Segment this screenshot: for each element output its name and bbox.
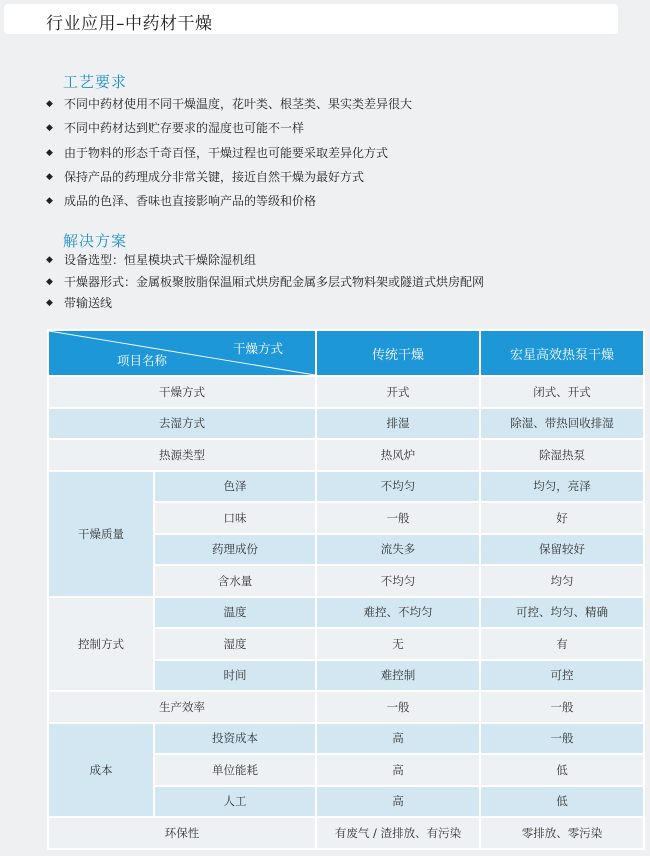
row-label: 热源类型 xyxy=(48,439,316,471)
cell-traditional: 难控制 xyxy=(316,660,480,692)
diamond-bullet-icon: ◆ xyxy=(46,147,53,158)
table-row xyxy=(48,817,644,849)
table-row xyxy=(48,408,644,440)
cell-heatpump: 除湿热泵 xyxy=(480,439,644,471)
list-item: ◆ 成品的色泽、香味也直接影响产品的等级和价格 xyxy=(46,194,317,209)
row-label: 干燥方式 xyxy=(48,376,316,408)
cell-heatpump: 可控、均匀、精确 xyxy=(480,597,644,629)
col-header-traditional: 传统干燥 xyxy=(316,330,480,376)
table-row xyxy=(48,439,644,471)
title-bar xyxy=(4,4,618,34)
cell-heatpump: 好 xyxy=(480,502,644,534)
diamond-bullet-icon: ◆ xyxy=(46,196,53,207)
cell-heatpump: 零排放、零污染 xyxy=(480,817,644,849)
diamond-bullet-icon: ◆ xyxy=(46,298,53,308)
solution-list xyxy=(44,251,484,316)
row-label: 人工 xyxy=(154,786,316,818)
row-label: 投资成本 xyxy=(154,723,316,755)
list-item: ◆ 干燥器形式：金属板聚胺脂保温厢式烘房配金属多层式物料架或隧道式烘房配网 xyxy=(46,274,485,289)
cell-traditional: 开式 xyxy=(316,376,480,408)
diamond-bullet-icon: ◆ xyxy=(46,123,53,134)
row-label: 药理成份 xyxy=(154,534,316,566)
table-row xyxy=(48,376,644,408)
list-item: ◆ 不同中药材使用不同干燥温度，花叶类、根茎类、果实类差异很大 xyxy=(46,97,413,111)
row-label: 生产效率 xyxy=(48,691,316,723)
cell-traditional: 排湿 xyxy=(316,408,480,440)
table-row xyxy=(48,597,644,629)
list-item: ◆ 设备选型：恒星模块式干燥除湿机组 xyxy=(46,253,257,267)
row-label: 色泽 xyxy=(154,471,316,503)
table-row xyxy=(48,723,644,755)
corner-bottom-label: 项目名称 xyxy=(117,353,168,368)
table-row xyxy=(48,471,644,503)
cell-traditional: 高 xyxy=(316,723,480,755)
diamond-bullet-icon: ◆ xyxy=(46,255,53,265)
row-label: 湿度 xyxy=(154,628,316,660)
corner-header-cell xyxy=(48,330,316,376)
cell-heatpump: 一般 xyxy=(480,691,644,723)
cell-traditional: 难控、不均匀 xyxy=(316,597,480,629)
row-label: 环保性 xyxy=(48,817,316,849)
cell-traditional: 无 xyxy=(316,628,480,660)
group-label: 控制方式 xyxy=(48,597,154,692)
cell-heatpump: 低 xyxy=(480,754,644,786)
cell-traditional: 不均匀 xyxy=(316,471,480,503)
row-label: 去湿方式 xyxy=(48,408,316,440)
group-label: 干燥质量 xyxy=(48,471,154,597)
comparison-table xyxy=(47,329,645,850)
cell-heatpump: 均匀，亮泽 xyxy=(480,471,644,503)
cell-traditional: 流失多 xyxy=(316,534,480,566)
list-item: ◆ 带输送线 xyxy=(46,296,113,310)
row-label: 温度 xyxy=(154,597,316,629)
row-label: 含水量 xyxy=(154,565,316,597)
diamond-bullet-icon: ◆ xyxy=(46,171,53,182)
list-item: ◆ 由于物料的形态千奇百怪，干燥过程也可能要采取差异化方式 xyxy=(46,145,389,160)
col-header-heatpump: 宏星高效热泵干燥 xyxy=(480,330,644,376)
diamond-bullet-icon: ◆ xyxy=(46,276,53,287)
cell-heatpump: 均匀 xyxy=(480,565,644,597)
cell-traditional: 高 xyxy=(316,754,480,786)
cell-heatpump: 低 xyxy=(480,786,644,818)
row-label: 时间 xyxy=(154,660,316,692)
corner-top-label: 干燥方式 xyxy=(232,341,283,356)
list-item: ◆ 保持产品的药理成分非常关键，接近自然干燥为最好方式 xyxy=(46,169,365,184)
row-label: 口味 xyxy=(154,502,316,534)
table-row xyxy=(48,691,644,723)
cell-traditional: 高 xyxy=(316,786,480,818)
table-header-row xyxy=(48,330,644,376)
cell-heatpump: 保留较好 xyxy=(480,534,644,566)
cell-heatpump: 一般 xyxy=(480,723,644,755)
cell-traditional: 一般 xyxy=(316,691,480,723)
requirements-heading: 工艺要求 xyxy=(63,73,128,91)
cell-traditional: 不均匀 xyxy=(316,565,480,597)
page-title: 行业应用–中药材干燥 xyxy=(46,14,213,34)
cell-traditional: 有废气 / 渣排放、有污染 xyxy=(316,817,480,849)
solution-heading: 解决方案 xyxy=(63,232,128,250)
cell-traditional: 热风炉 xyxy=(316,439,480,471)
cell-heatpump: 有 xyxy=(480,628,644,660)
list-item: ◆ 不同中药材达到贮存要求的湿度也可能不一样 xyxy=(46,121,305,136)
row-label: 单位能耗 xyxy=(154,754,316,786)
cell-heatpump: 可控 xyxy=(480,660,644,692)
group-label: 成本 xyxy=(48,723,154,818)
cell-heatpump: 闭式、开式 xyxy=(480,376,644,408)
cell-traditional: 一般 xyxy=(316,502,480,534)
cell-heatpump: 除湿、带热回收排湿 xyxy=(480,408,644,440)
requirements-list xyxy=(44,95,412,216)
diamond-bullet-icon: ◆ xyxy=(46,99,53,109)
